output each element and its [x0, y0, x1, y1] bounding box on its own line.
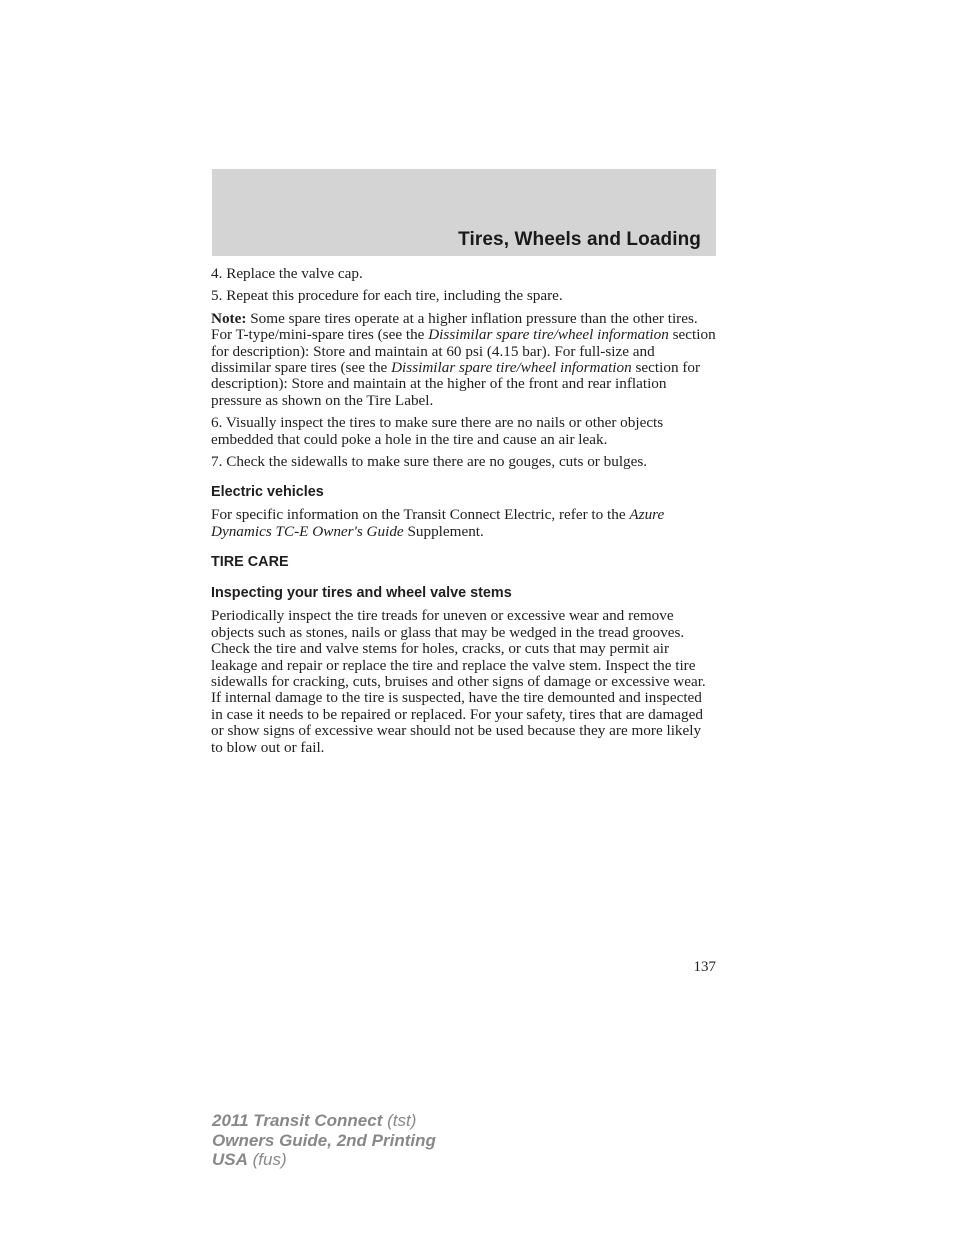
section-header-band	[212, 169, 716, 256]
note-ref-1: Dissimilar spare tire/wheel information	[428, 326, 669, 344]
page-number: 137	[693, 959, 716, 975]
step-6: 6. Visually inspect the tires to make sure there are no nails or other objects embedded that could poke a hole in the tire and cause an air leak.	[211, 414, 664, 448]
note-paragraph	[211, 311, 716, 409]
page-content	[211, 266, 716, 762]
electric-guide-ref: Azure Dynamics TC-E Owner's Guide	[211, 506, 665, 540]
footer-guide: Owners Guide, 2nd Printing	[212, 1130, 436, 1150]
inspecting-tires-paragraph: Periodically inspect the tire treads for uneven or excessive wear and remove objects such as stones, nails or glass that may be wedged in the tread grooves. Check the tire and valve stems for holes, cracks, or cuts that may permit air leakage and repair or replace the tire and replace the valve stem. Inspect the tire sidewalls for cracking, cuts, bruises and other signs of damage or excessive wear. If internal damage to the tire is suspected, have the tire demounted and inspected in case it needs to be repaired or replaced. For your safety, tires that are damaged or show signs of excessive wear should not be used because they are more likely to blow out or fail.	[211, 607, 706, 756]
section-title: Tires, Wheels and Loading	[458, 229, 701, 250]
electric-text-2: Supplement.	[403, 522, 484, 540]
footer-market-code: (fus)	[247, 1150, 287, 1169]
note-text-1: Some spare tires operate at a higher inflation pressure than the other tires. For T-type/mini-spare tires (see the	[211, 309, 698, 344]
document-footer	[212, 1111, 436, 1170]
inspecting-tires-heading: Inspecting your tires and wheel valve stems	[211, 585, 512, 602]
electric-vehicles-heading: Electric vehicles	[211, 484, 324, 501]
footer-line-1	[212, 1111, 436, 1131]
footer-line-2	[212, 1131, 436, 1151]
electric-vehicles-paragraph	[211, 507, 716, 540]
note-text-3: section for description): Store and maintain at the higher of the front and rear inflation pressure as shown on the Tire Label.	[211, 359, 701, 409]
footer-model-code: (tst)	[382, 1111, 417, 1130]
step-5: 5. Repeat this procedure for each tire, including the spare.	[211, 287, 563, 305]
step-7: 7. Check the sidewalls to make sure there are no gouges, cuts or bulges.	[211, 453, 648, 471]
tire-care-heading: TIRE CARE	[211, 554, 289, 571]
step-4: 4. Replace the valve cap.	[211, 265, 363, 282]
note-text-2: section for description): Store and maintain at 60 psi (4.15 bar). For full-size and dissimilar spare tires (see the	[211, 326, 716, 377]
note-label: Note:	[211, 309, 247, 327]
note-ref-2: Dissimilar spare tire/wheel information	[391, 359, 632, 377]
footer-market: USA	[212, 1150, 248, 1169]
footer-model: 2011 Transit Connect	[212, 1111, 383, 1130]
electric-text-1: For specific information on the Transit Connect Electric, refer to the	[211, 506, 630, 524]
footer-line-3	[212, 1150, 436, 1170]
